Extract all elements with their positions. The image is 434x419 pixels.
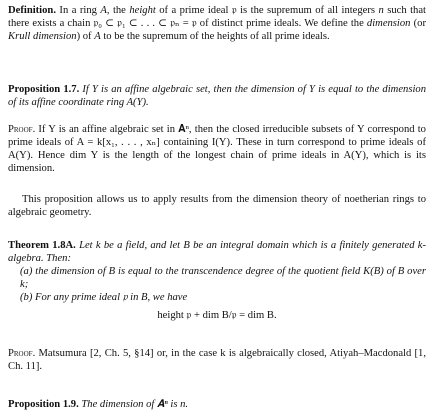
proof-1-8a: [8, 347, 426, 373]
proposition-1-9-label: Proposition 1.9.: [8, 399, 79, 410]
theorem-1-8a-part-a: (a) the dimension of B is equal to the transcendence degree of the quotient field K(B) of B over k;: [20, 266, 426, 291]
definition-n: n: [378, 5, 384, 16]
definition-text-e: (or: [410, 18, 426, 30]
bridge-paragraph: [8, 193, 426, 219]
definition-text-a: In a ring: [59, 5, 101, 16]
definition-term-krull: Krull dimension: [8, 31, 77, 43]
definition-term-dimension: dimension: [366, 18, 411, 30]
definition-text-c: of a prime ideal 𝔭 is the supremum of all integers: [155, 5, 379, 16]
proof-1-7-label: Proof.: [8, 124, 36, 135]
proof-1-7-text: If Y is an affine algebraic set in 𝐀ⁿ, then the closed irreducible subsets of Y correspond to prime ideals of A = k[x₁, . . . , xₙ] containing I(Y). These in turn correspond to prime ideals of A(Y). Hence dim Y is the length of the longest chain of prime ideals in A(Y), which is its dimension.: [8, 124, 426, 175]
proof-1-7: [8, 123, 426, 175]
proof-1-8a-label: Proof.: [8, 348, 36, 359]
definition-text-f: ) of: [76, 31, 95, 43]
definition-label: Definition.: [8, 5, 56, 16]
proposition-1-7-statement: If Y is an affine algebraic set, then the dimension of Y is equal to the dimension of its affine coordinate ring A(Y).: [8, 84, 426, 109]
theorem-1-8a-equation: height 𝔭 + dim B/𝔭 = dim B.: [157, 310, 277, 322]
theorem-1-8a: [8, 239, 426, 325]
definition-text-d: such that there exists a chain 𝔭₀ ⊂ 𝔭₁ ⊂ . . . ⊂ 𝔭ₙ = 𝔭 of distinct prime ideals. We define the: [8, 5, 426, 30]
definition-text-b: , the: [106, 5, 130, 16]
proposition-1-7-label: Proposition 1.7.: [8, 84, 80, 95]
proposition-1-9: [8, 398, 426, 411]
definition-term-height: height: [129, 5, 156, 16]
theorem-1-8a-part-b: (b) For any prime ideal 𝔭 in B, we have: [20, 292, 188, 304]
definition-paragraph: [8, 4, 426, 43]
bridge-paragraph-text: This proposition allows us to apply results from the dimension theory of noetherian rings to algebraic geometry.: [8, 194, 426, 219]
proposition-1-7: [8, 83, 426, 109]
definition-ring-2: A: [94, 31, 101, 43]
definition-ring: A: [100, 5, 107, 16]
theorem-1-8a-intro: Let k be a field, and let B be an integral domain which is a finitely generated k-algebra. Then:: [8, 240, 426, 265]
definition-text-g: to be the supremum of the heights of all prime ideals.: [100, 31, 330, 43]
theorem-1-8a-label: Theorem 1.8A.: [8, 240, 76, 251]
proposition-1-9-statement: The dimension of 𝐀ⁿ is n.: [81, 399, 189, 410]
proof-1-8a-text: Matsumura [2, Ch. 5, §14] or, in the case k is algebraically closed, Atiyah–Macdonald [1, Ch. 11].: [8, 348, 427, 373]
